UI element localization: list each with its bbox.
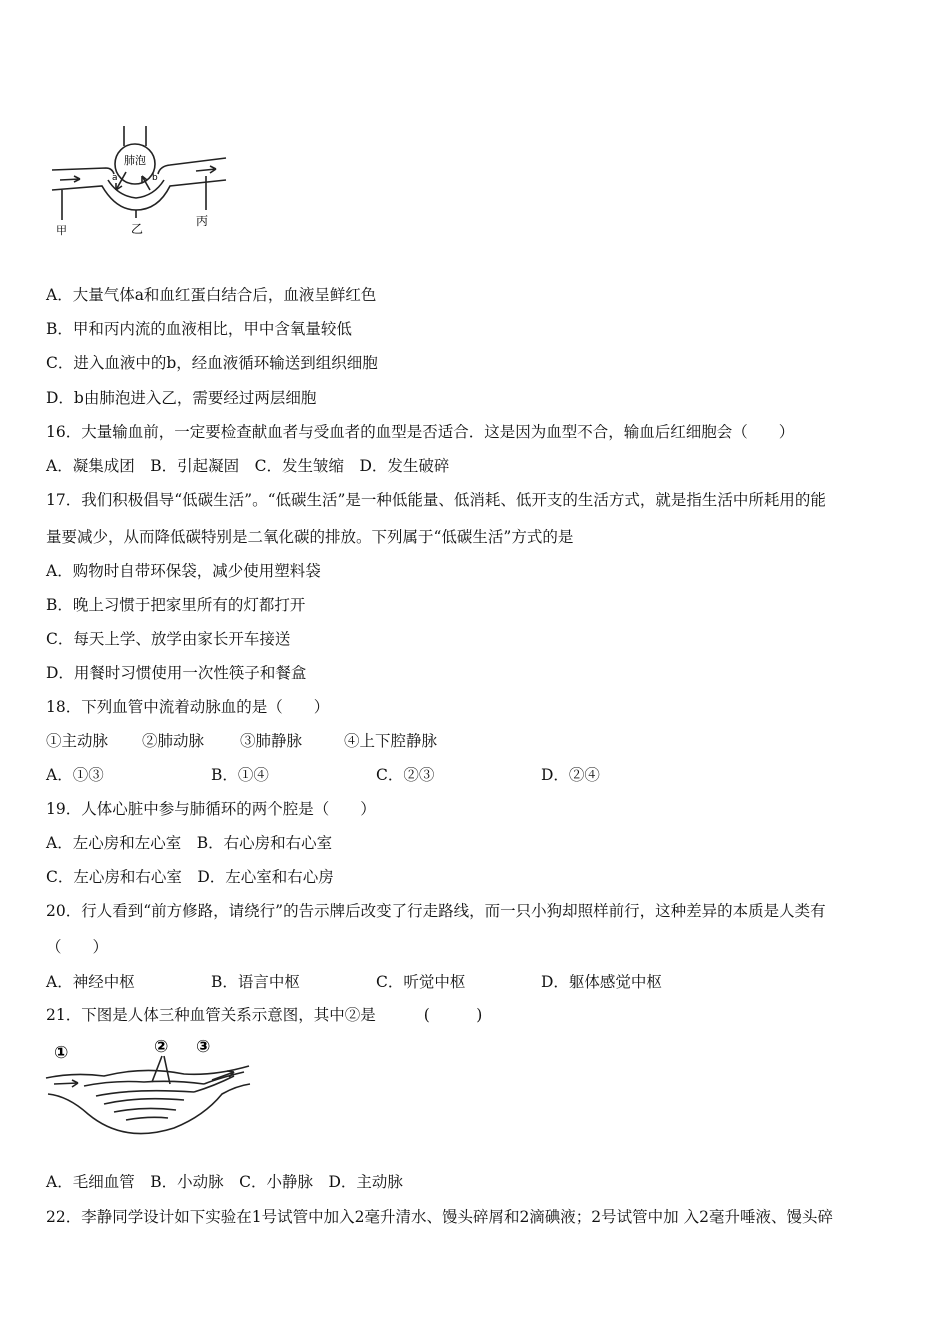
q20-stem-line1: 20．行人看到“前方修路，请绕行”的告示牌后改变了行走路线，而一只小狗却照样前行，这种差异的本质是人类有 <box>46 902 826 920</box>
gas-b-label: b <box>152 173 158 183</box>
label-yi: 乙 <box>131 222 144 236</box>
q18-stem: 18．下列血管中流着动脉血的是（ ） <box>46 698 330 716</box>
q18-item-2: ②肺动脉 <box>142 732 205 750</box>
gas-a-label: a <box>112 173 118 183</box>
q21-blank: ( ) <box>423 1006 483 1024</box>
vessel-label-2: ② <box>154 1037 169 1057</box>
q17-option-b: B．晚上习惯于把家里所有的灯都打开 <box>46 596 306 614</box>
q16-stem: 16．大量输血前，一定要检查献血者与受血者的血型是否适合．这是因为血型不合，输血后红细胞会（ ） <box>46 423 795 441</box>
alveolus-capillary-figure <box>46 118 236 243</box>
q18-option-c: C．②③ <box>376 766 435 784</box>
q15-option-c: C．进入血液中的b，经血液循环输送到组织细胞 <box>46 354 378 372</box>
q15-option-d: D．b由肺泡进入乙，需要经过两层细胞 <box>46 389 317 407</box>
q22-stem-line1: 22．李静同学设计如下实验在1号试管中加入2毫升清水、馒头碎屑和2滴碘液；2号试管中加 入2毫升唾液、馒头碎 <box>46 1208 833 1226</box>
q19-options-line1: A．左心房和左心室 B．右心房和右心室 <box>46 834 333 852</box>
q19-stem: 19．人体心脏中参与肺循环的两个腔是（ ） <box>46 800 376 818</box>
q20-option-b: B．语言中枢 <box>211 973 300 991</box>
vessel-label-1: ① <box>54 1043 69 1063</box>
label-bing: 丙 <box>196 214 209 228</box>
q17-option-c: C．每天上学、放学由家长开车接送 <box>46 630 291 648</box>
q18-item-4: ④上下腔静脉 <box>344 732 438 750</box>
q20-stem-line2: （ ） <box>46 938 109 956</box>
vessel-relationship-figure <box>44 1036 254 1146</box>
alveolus-label: 肺泡 <box>124 154 146 167</box>
q18-option-b: B．①④ <box>211 766 269 784</box>
q20-options <box>46 972 662 992</box>
q20-option-d: D．躯体感觉中枢 <box>541 973 662 991</box>
q18-item-1: ①主动脉 <box>46 732 109 750</box>
q18-option-d: D．②④ <box>541 766 600 784</box>
q20-option-c: C．听觉中枢 <box>376 973 466 991</box>
q18-items <box>46 731 437 751</box>
vessel-label-3: ③ <box>196 1037 211 1057</box>
q19-options-line2: C．左心房和右心室 D．左心室和右心房 <box>46 868 334 886</box>
q17-option-d: D．用餐时习惯使用一次性筷子和餐盒 <box>46 664 307 682</box>
q18-options <box>46 765 600 785</box>
q17-stem-line2: 量要减少，从而降低碳特别是二氧化碳的排放。下列属于“低碳生活”方式的是 <box>46 528 574 546</box>
label-jia: 甲 <box>56 224 67 237</box>
q20-option-a: A．神经中枢 <box>46 973 135 991</box>
q17-option-a: A．购物时自带环保袋，减少使用塑料袋 <box>46 562 321 580</box>
q15-option-b: B．甲和丙内流的血液相比，甲中含氧量较低 <box>46 320 352 338</box>
q21-stem-text: 21．下图是人体三种血管关系示意图，其中②是 <box>46 1006 376 1024</box>
q16-options: A．凝集成团 B．引起凝固 C．发生皱缩 D．发生破碎 <box>46 457 450 475</box>
q21-stem <box>46 1005 482 1025</box>
q18-option-a: A．①③ <box>46 766 104 784</box>
q18-item-3: ③肺静脉 <box>240 732 303 750</box>
q17-stem-line1: 17．我们积极倡导“低碳生活”。“低碳生活”是一种低能量、低消耗、低开支的生活方式，就是指生活中所耗用的能 <box>46 491 826 509</box>
q21-options: A．毛细血管 B．小动脉 C．小静脉 D．主动脉 <box>46 1173 403 1191</box>
q15-option-a: A．大量气体a和血红蛋白结合后，血液呈鲜红色 <box>46 286 377 304</box>
